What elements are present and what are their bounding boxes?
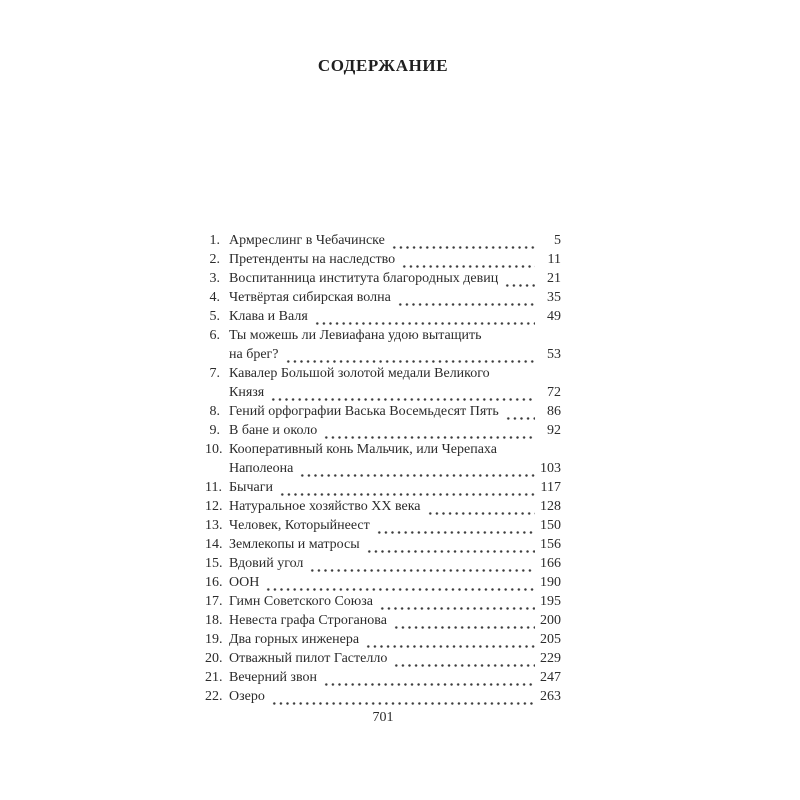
toc-row bbox=[205, 288, 561, 307]
toc-row bbox=[205, 250, 561, 269]
toc-row bbox=[205, 421, 561, 440]
toc-entry-number: 17. bbox=[205, 594, 223, 609]
toc-entry-title: Ты можешь ли Левиафана удою вытащить bbox=[229, 328, 482, 343]
toc-entry-title: Четвёртая сибирская волна bbox=[229, 290, 391, 305]
toc-row bbox=[205, 231, 561, 250]
toc-entry-title: Землекопы и матросы bbox=[229, 537, 360, 552]
toc-entry-number: 8. bbox=[209, 404, 220, 419]
toc-entry-page: 103 bbox=[540, 461, 561, 476]
dot-leader bbox=[366, 547, 535, 554]
toc-row bbox=[205, 516, 561, 535]
toc-row bbox=[205, 326, 561, 345]
toc-entry-number: 3. bbox=[209, 271, 220, 286]
toc-entry-title: Кооперативный конь Мальчик, или Черепаха bbox=[229, 442, 497, 457]
dot-leader bbox=[285, 357, 536, 364]
dot-leader bbox=[391, 243, 535, 250]
toc-entry-title: Отважный пилот Гастелло bbox=[229, 651, 388, 666]
dot-leader bbox=[397, 300, 535, 307]
toc-entry-page: 11 bbox=[547, 252, 561, 267]
dot-leader bbox=[323, 680, 535, 687]
toc-entry-page: 49 bbox=[547, 309, 561, 324]
toc-entry-page: 195 bbox=[540, 594, 561, 609]
toc-entry-number: 14. bbox=[205, 537, 223, 552]
toc-row bbox=[205, 307, 561, 326]
toc-row bbox=[205, 649, 561, 668]
toc-entry-number: 12. bbox=[205, 499, 223, 514]
toc-entry-title: Вечерний звон bbox=[229, 670, 317, 685]
toc-entry-number: 5. bbox=[209, 309, 220, 324]
dot-leader bbox=[279, 490, 535, 497]
toc-row bbox=[205, 497, 561, 516]
toc-entry-title: Бычаги bbox=[229, 480, 273, 495]
toc-row bbox=[205, 668, 561, 687]
toc-entry-title: Натуральное хозяйство ХХ века bbox=[229, 499, 421, 514]
toc-entry-page: 92 bbox=[547, 423, 561, 438]
dot-leader bbox=[299, 471, 535, 478]
toc-list bbox=[205, 231, 561, 706]
toc-entry-title: Клава и Валя bbox=[229, 309, 308, 324]
toc-entry-page: 86 bbox=[547, 404, 561, 419]
toc-entry-page: 263 bbox=[540, 689, 561, 704]
toc-row bbox=[205, 459, 561, 478]
toc-entry-title: Кавалер Большой золотой медали Великого bbox=[229, 366, 490, 381]
toc-entry-title: Человек, Которыйнеест bbox=[229, 518, 370, 533]
toc-entry-title: Армреслинг в Чебачинске bbox=[229, 233, 385, 248]
toc-row bbox=[205, 402, 561, 421]
toc-entry-title: Гений орфографии Васька Восемьдесят Пять bbox=[229, 404, 499, 419]
toc-row bbox=[205, 687, 561, 706]
toc-entry-number: 1. bbox=[209, 233, 220, 248]
dot-leader bbox=[271, 699, 535, 706]
toc-entry-title: Невеста графа Строганова bbox=[229, 613, 387, 628]
dot-leader bbox=[314, 319, 535, 326]
toc-entry-title: Воспитанница института благородных девиц bbox=[229, 271, 499, 286]
toc-entry-title: Озеро bbox=[229, 689, 265, 704]
dot-leader bbox=[393, 661, 535, 668]
dot-leader bbox=[393, 623, 535, 630]
toc-entry-number: 19. bbox=[205, 632, 223, 647]
toc-entry-page: 190 bbox=[540, 575, 561, 590]
toc-entry-number: 10. bbox=[205, 442, 223, 457]
toc-entry-page: 5 bbox=[554, 233, 561, 248]
toc-row bbox=[205, 535, 561, 554]
toc-row bbox=[205, 364, 561, 383]
toc-entry-number: 15. bbox=[205, 556, 223, 571]
toc-row bbox=[205, 383, 561, 402]
toc-entry-number: 9. bbox=[209, 423, 220, 438]
page-number-folio: 701 bbox=[372, 710, 394, 725]
dot-leader bbox=[376, 528, 535, 535]
toc-entry-title: Вдовий угол bbox=[229, 556, 304, 571]
toc-entry-page: 205 bbox=[540, 632, 561, 647]
dot-leader bbox=[427, 509, 535, 516]
dot-leader bbox=[365, 642, 535, 649]
dot-leader bbox=[270, 395, 535, 402]
toc-row bbox=[205, 630, 561, 649]
toc-entry-title: на брег? bbox=[229, 347, 279, 362]
toc-entry-page: 200 bbox=[540, 613, 561, 628]
toc-entry-page: 53 bbox=[547, 347, 561, 362]
contents-heading: СОДЕРЖАНИЕ bbox=[317, 56, 449, 75]
toc-entry-number: 13. bbox=[205, 518, 223, 533]
dot-leader bbox=[505, 414, 535, 421]
dot-leader bbox=[504, 281, 535, 288]
dot-leader bbox=[401, 262, 535, 269]
toc-entry-number: 7. bbox=[209, 366, 220, 381]
toc-entry-number: 22. bbox=[205, 689, 223, 704]
toc-row bbox=[205, 269, 561, 288]
toc-entry-title: ООН bbox=[229, 575, 260, 590]
toc-entry-page: 229 bbox=[540, 651, 561, 666]
toc-entry-title: В бане и около bbox=[229, 423, 318, 438]
toc-entry-page: 35 bbox=[547, 290, 561, 305]
toc-row bbox=[205, 573, 561, 592]
toc-row bbox=[205, 345, 561, 364]
toc-entry-number: 20. bbox=[205, 651, 223, 666]
dot-leader bbox=[309, 566, 535, 573]
toc-entry-number: 21. bbox=[205, 670, 223, 685]
toc-entry-number: 4. bbox=[209, 290, 220, 305]
toc-row bbox=[205, 592, 561, 611]
toc-entry-number: 18. bbox=[205, 613, 223, 628]
toc-entry-title: Наполеона bbox=[229, 461, 294, 476]
contents-column bbox=[205, 0, 561, 800]
toc-entry-number: 2. bbox=[209, 252, 220, 267]
toc-entry-page: 21 bbox=[547, 271, 561, 286]
toc-entry-page: 150 bbox=[540, 518, 561, 533]
toc-entry-number: 16. bbox=[205, 575, 223, 590]
toc-entry-page: 128 bbox=[540, 499, 561, 514]
dot-leader bbox=[379, 604, 535, 611]
toc-entry-page: 72 bbox=[547, 385, 561, 400]
toc-row bbox=[205, 440, 561, 459]
toc-entry-page: 117 bbox=[540, 480, 561, 495]
toc-entry-number: 11. bbox=[205, 480, 222, 495]
toc-row bbox=[205, 554, 561, 573]
toc-entry-title: Гимн Советского Союза bbox=[229, 594, 374, 609]
toc-entry-title: Князя bbox=[229, 385, 265, 400]
toc-entry-number: 6. bbox=[209, 328, 220, 343]
toc-entry-page: 247 bbox=[540, 670, 561, 685]
dot-leader bbox=[323, 433, 535, 440]
toc-entry-page: 156 bbox=[540, 537, 561, 552]
toc-row bbox=[205, 611, 561, 630]
toc-entry-page: 166 bbox=[540, 556, 561, 571]
dot-leader bbox=[265, 585, 535, 592]
toc-entry-title: Два горных инженера bbox=[229, 632, 360, 647]
toc-row bbox=[205, 478, 561, 497]
toc-entry-title: Претенденты на наследство bbox=[229, 252, 396, 267]
